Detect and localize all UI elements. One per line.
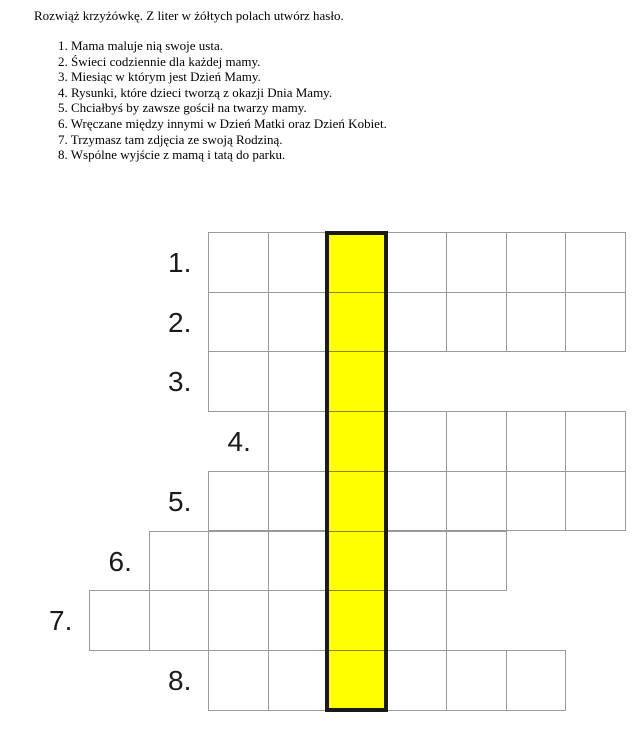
clue-3: 3. Miesiąc w którym jest Dzień Mamy. [58, 69, 261, 85]
key-cell-divider [329, 411, 384, 412]
crossword-cell[interactable] [506, 292, 567, 353]
key-cell-divider [329, 351, 384, 352]
crossword-cell[interactable] [506, 471, 567, 532]
crossword-cell[interactable] [506, 411, 567, 472]
key-cell-divider [329, 471, 384, 472]
key-cell-divider [329, 650, 384, 651]
password-key-column[interactable] [325, 231, 388, 712]
crossword-cell[interactable] [149, 531, 210, 592]
row-number-label: 1. [168, 247, 192, 278]
clue-5: 5. Chciałbyś by zawsze gościł na twarzy mamy. [58, 100, 307, 116]
crossword-cell[interactable] [446, 531, 507, 592]
row-number-label: 6. [108, 545, 132, 577]
crossword-cell[interactable] [268, 232, 329, 293]
crossword-cell[interactable] [387, 292, 448, 353]
crossword-cell[interactable] [268, 411, 329, 472]
crossword-cell[interactable] [387, 590, 448, 651]
clue-7: 7. Trzymasz tam zdjęcia ze swoją Rodziną. [58, 131, 283, 147]
crossword-cell[interactable] [268, 292, 329, 353]
crossword-cell[interactable] [208, 650, 269, 711]
row-number-label: 7. [49, 605, 73, 637]
key-cell-divider [329, 531, 384, 532]
row-number-label: 3. [168, 366, 192, 398]
row-number-label: 5. [168, 485, 192, 517]
crossword-cell[interactable] [208, 471, 269, 532]
crossword-cell[interactable] [506, 650, 567, 711]
clue-1: 1. Mama maluje nią swoje usta. [58, 38, 223, 53]
crossword-cell[interactable] [208, 292, 269, 353]
crossword-cell[interactable] [446, 650, 507, 711]
crossword-cell[interactable] [208, 590, 269, 651]
crossword-cell[interactable] [387, 531, 448, 592]
crossword-cell[interactable] [268, 471, 329, 532]
crossword-cell[interactable] [446, 232, 507, 293]
crossword-cell[interactable] [149, 590, 210, 651]
clue-2: 2. Świeci codziennie dla każdej mamy. [58, 53, 261, 69]
instruction-text: Rozwiąż krzyżówkę. Z liter w żółtych polach utwórz hasło. [34, 8, 344, 23]
crossword-cell[interactable] [387, 650, 448, 711]
crossword-cell[interactable] [565, 471, 626, 532]
key-cell-divider [329, 292, 384, 293]
crossword-cell[interactable] [506, 232, 567, 293]
crossword-cell[interactable] [208, 351, 269, 412]
crossword-cell[interactable] [268, 590, 329, 651]
crossword-cell[interactable] [89, 590, 150, 651]
crossword-cell[interactable] [446, 471, 507, 532]
row-number-label: 8. [168, 664, 192, 696]
crossword-cell[interactable] [387, 232, 448, 293]
clue-8: 8. Wspólne wyjście z mamą i tatą do parku. [58, 147, 286, 163]
crossword-cell[interactable] [565, 292, 626, 353]
row-number-label: 2. [168, 306, 192, 338]
crossword-cell[interactable] [565, 411, 626, 472]
key-cell-divider [329, 590, 384, 591]
crossword-cell[interactable] [387, 411, 448, 472]
clue-4: 4. Rysunki, które dzieci tworzą z okazji Dnia Mamy. [58, 84, 333, 100]
crossword-cell[interactable] [268, 351, 329, 412]
crossword-cell[interactable] [387, 471, 448, 532]
clue-6: 6. Wręczane między innymi w Dzień Matki oraz Dzień Kobiet. [58, 115, 387, 131]
crossword-cell[interactable] [565, 232, 626, 293]
crossword-cell[interactable] [446, 292, 507, 353]
crossword-cell[interactable] [446, 411, 507, 472]
crossword-cell[interactable] [268, 531, 329, 592]
crossword-cell[interactable] [208, 531, 269, 592]
crossword-cell[interactable] [268, 650, 329, 711]
crossword-cell[interactable] [208, 232, 269, 293]
row-number-label: 4. [227, 426, 251, 458]
